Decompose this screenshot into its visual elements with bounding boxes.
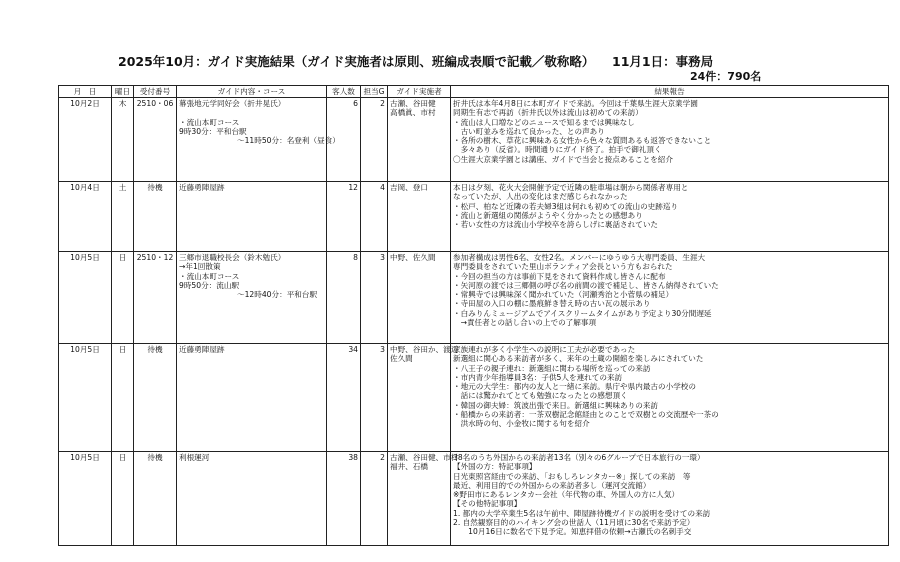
header-weekday: 曜日 bbox=[112, 86, 134, 98]
report-line: ・今回の担当の方は事前下見をされて資料作成し皆さんに配布 bbox=[453, 271, 666, 281]
table-row bbox=[59, 182, 889, 252]
report-line: ・常興寺では興味深く聞かれていた（河瀬秀治と小菅県の補足） bbox=[453, 290, 674, 300]
content-line: 利根運河 bbox=[179, 453, 210, 462]
guides-line: 中野、佐久間 bbox=[390, 253, 436, 262]
header-group: 担当G bbox=[361, 86, 388, 98]
table-header-row bbox=[59, 86, 889, 98]
cell-weekday: 日 bbox=[112, 344, 134, 452]
cell-group: 3 bbox=[361, 344, 388, 452]
content-line: 幕張地元学同好会（折井晃氏） bbox=[179, 99, 286, 108]
cell-group: 3 bbox=[361, 252, 388, 344]
content-line: ・流山本町コース bbox=[179, 271, 240, 281]
cell-date: 10月5日 bbox=[59, 452, 112, 546]
page-title: 2025年10月：ガイド実施結果（ガイド実施者は原則、班編成表順で記載／敬称略） bbox=[118, 54, 595, 69]
report-line: 10月16日に数名で下見予定。知恵拝借の依頼→古瀬氏の名刺手交 bbox=[453, 527, 692, 537]
report-line: 専門委員をされていた里山ボランティア会長という方もおられた bbox=[453, 262, 673, 272]
header-content: ガイド内容・コース bbox=[177, 86, 327, 98]
report-line: ・各所の樹木、草花に興味ある女性から色々な質問あるも返答できないこと bbox=[453, 136, 712, 146]
guide-results-table bbox=[58, 85, 889, 546]
report-line: 洪水時の句、小金牧に関する句を紹介 bbox=[453, 419, 590, 429]
report-line: ・矢河原の渡では三郷側の呼び名の前間の渡で補足し、皆さん納得されていた bbox=[453, 280, 719, 290]
report-line: 日光東照宮経由での来訪、「おもしろレンタカー※」探しての来訪 等 bbox=[453, 471, 691, 481]
table-row bbox=[59, 452, 889, 546]
report-line: ・市内青少年指導員3名：子供5人を連れての来訪 bbox=[453, 372, 623, 382]
cell-date: 10月5日 bbox=[59, 252, 112, 344]
report-line: ・韓国の御夫婦：筑波出張で来日。新選組に興味ありの来訪 bbox=[453, 400, 659, 410]
content-line: 三郷市退職校長会（鈴木勉氏） bbox=[179, 253, 286, 262]
content-line: 近藤勇陣屋跡 bbox=[179, 183, 225, 192]
content-line bbox=[179, 108, 324, 117]
report-line: なっていたが、人出の変化はまだ感じられなかった bbox=[453, 192, 628, 202]
cell-guides bbox=[388, 182, 451, 252]
cell-content bbox=[177, 98, 340, 182]
report-line: ・船橋からの来訪者：一茶双樹記念館経由とのことで双樹との交流歴や一茶の bbox=[453, 410, 719, 420]
cell-guides bbox=[388, 98, 451, 182]
header-date: 月 日 bbox=[59, 86, 112, 98]
table-row bbox=[59, 98, 889, 182]
cell-content bbox=[177, 452, 327, 546]
cell-guides bbox=[388, 452, 459, 546]
cell-guests: 34 bbox=[327, 344, 361, 452]
guides-line: 佐久間 bbox=[390, 354, 413, 364]
cell-guests: 12 bbox=[327, 182, 361, 252]
guides-line: 高橋眞、市村 bbox=[390, 108, 436, 118]
header-guests: 客人数 bbox=[327, 86, 361, 98]
guides-line: 古瀬、谷田健 bbox=[390, 99, 436, 108]
report-line: 話には驚かれてとても勉強になったとの感想頂く bbox=[453, 391, 628, 401]
cell-guests: 6 bbox=[327, 98, 361, 182]
report-line: ・流山は人口増などのニュースで知るまでは興味なし bbox=[453, 117, 635, 127]
guides-line: 福井、石橋 bbox=[390, 462, 428, 472]
report-line: 〇生涯大京業学園とは講座、ガイドで当会と接点あることを紹介 bbox=[453, 154, 673, 164]
report-line: 多々あり（反省）。時間通りにガイド終了。拍手で御礼頂く bbox=[453, 145, 662, 155]
report-line: ・松戸、柏など近隣の若夫婦3組は何れも初めての流山の史跡巡り bbox=[453, 201, 679, 211]
cell-content bbox=[177, 182, 327, 252]
report-line: ・地元の大学生：都内の友人と一緒に来訪。県庁や県内最古の小学校の bbox=[453, 382, 696, 392]
content-line: 9時30分：平和台駅 bbox=[179, 126, 247, 136]
report-line: 最近、利用目的での外国からの来訪者多し（運河交流館） bbox=[453, 480, 651, 490]
report-date: 11月1日：事務局 bbox=[612, 54, 714, 69]
report-line: ・若い女性の方は流山小学校卒を誇らしげに裏話されていた bbox=[453, 220, 659, 230]
cell-weekday: 木 bbox=[112, 98, 134, 182]
content-line: 9時50分：流山駅 bbox=[179, 280, 240, 290]
guides-line: 中野、谷田か、渡辺 bbox=[390, 345, 459, 354]
cell-receipt: 2510・12 bbox=[134, 252, 177, 344]
cell-group: 4 bbox=[361, 182, 388, 252]
cell-content bbox=[177, 252, 327, 344]
content-line: ～11時50分：名登利（昼食） bbox=[237, 136, 340, 146]
cell-group: 2 bbox=[361, 452, 388, 546]
report-line: ※野田市にあるレンタカー会社（年代物の車、外国人の方に人気） bbox=[453, 490, 680, 500]
report-line: ・寺田屋の入口の棚に墨痕鮮き替え時の古い瓦の展示あり bbox=[453, 299, 651, 309]
cell-report bbox=[451, 98, 889, 182]
report-line: 【外国の方：特記事項】 bbox=[453, 462, 537, 472]
guides-line: 吉岡、登口 bbox=[390, 183, 428, 192]
header-receipt: 受付番号 bbox=[134, 86, 177, 98]
report-line: ・流山と新選組の関係がようやく分かったとの感想あり bbox=[453, 210, 643, 220]
cell-report bbox=[451, 252, 889, 344]
content-line: 近藤勇陣屋跡 bbox=[179, 345, 225, 354]
report-line: 38名のうち外国からの来訪者13名（別々の6グループで日本旅行の一環） bbox=[453, 453, 705, 462]
report-line: ・八王子の親子連れ：新選組に関わる場所を巡っての来訪 bbox=[453, 363, 651, 373]
cell-weekday: 日 bbox=[112, 452, 134, 546]
cell-date: 10月4日 bbox=[59, 182, 112, 252]
report-line: 1. 都内の大学卒業生5名は午前中、陣屋跡待機ガイドの説明を受けての来訪 bbox=[453, 508, 711, 518]
report-line: ・白みりんミュージアムでアイスクリームタイムがあり予定より30分間遅延 bbox=[453, 308, 712, 318]
report-line: 【その他特記事項】 bbox=[453, 499, 522, 509]
cell-guests: 38 bbox=[327, 452, 361, 546]
cell-group: 2 bbox=[361, 98, 388, 182]
content-line: ・流山本町コース bbox=[179, 117, 240, 127]
report-line: →責任者との話し合いの上での了解事項 bbox=[453, 318, 597, 328]
cell-receipt: 待機 bbox=[134, 344, 177, 452]
cell-date: 10月5日 bbox=[59, 344, 112, 452]
cell-guides bbox=[388, 252, 451, 344]
content-line: ～12時40分：平和台駅 bbox=[237, 290, 318, 300]
cell-report bbox=[451, 344, 889, 452]
header-report: 結果報告 bbox=[451, 86, 889, 98]
cell-weekday: 土 bbox=[112, 182, 134, 252]
guides-line: 古瀬、谷田健、市村 bbox=[390, 453, 459, 462]
report-line: 本日は夕刻、花火大会開催予定で近隣の駐車場は朝から関係者専用と bbox=[453, 183, 689, 192]
table-row bbox=[59, 252, 889, 344]
cell-content bbox=[177, 344, 327, 452]
cell-report bbox=[451, 182, 889, 252]
report-line: 新選組に関心ある来訪者が多く、来年の土蔵の開館を楽しみにされていた bbox=[453, 354, 704, 364]
table-row bbox=[59, 344, 889, 452]
report-line: 同期生有志で再訪（折井氏以外は流山は初めての来訪） bbox=[453, 108, 643, 118]
cell-guests: 8 bbox=[327, 252, 361, 344]
cell-weekday: 日 bbox=[112, 252, 134, 344]
summary-count: 24件：790名 bbox=[690, 70, 762, 83]
cell-receipt: 待機 bbox=[134, 182, 177, 252]
cell-receipt: 2510・06 bbox=[134, 98, 177, 182]
cell-receipt: 待機 bbox=[134, 452, 177, 546]
report-line: 参加者構成は男性6名、女性2名。メンバーにゆうゆう大専門委員、生涯大 bbox=[453, 253, 706, 262]
cell-date: 10月2日 bbox=[59, 98, 112, 182]
report-line: 折井氏は本年4月8日に本町ガイドで来訪。今回は千葉県生涯大京業学園 bbox=[453, 99, 698, 108]
report-line: 古い町並みを巡れて良かった、との声あり bbox=[453, 126, 605, 136]
cell-report bbox=[451, 452, 889, 546]
cell-guides bbox=[388, 344, 459, 452]
header-guides: ガイド実施者 bbox=[388, 86, 451, 98]
report-line: 2. 自然観察目的のハイキング会の世話人（11月頃に30名で来訪予定） bbox=[453, 518, 695, 528]
content-line: →年1回散策 bbox=[179, 262, 221, 272]
report-line: 家族連れが多く小学生への説明に工夫が必要であった bbox=[453, 345, 636, 354]
